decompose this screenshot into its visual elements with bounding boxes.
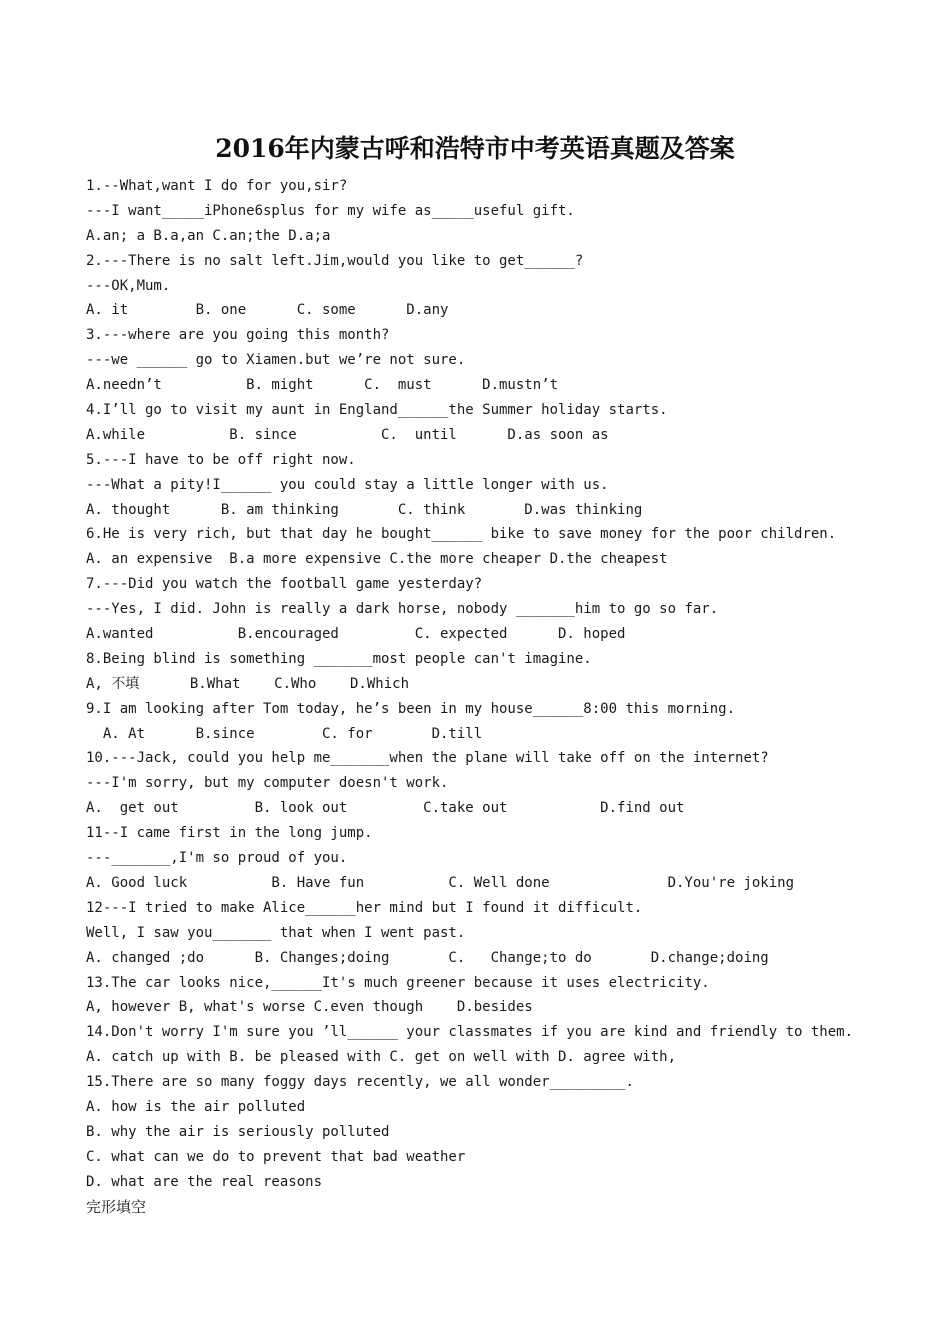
text-line: A. Good luck B. Have fun C. Well done D.You're joking <box>86 874 795 891</box>
text-line: B. why the air is seriously polluted <box>86 1123 390 1140</box>
text-line: 3.---where are you going this month? <box>86 327 390 344</box>
text-line: 10.---Jack, could you help me_______when the plane will take off on the internet? <box>86 750 769 767</box>
text-line: 4.I’ll go to visit my aunt in England______the Summer holiday starts. <box>86 402 668 419</box>
text-line: A. thought B. am thinking C. think D.was thinking <box>86 501 643 518</box>
text-line: A, 不填 B.What C.Who D.Which <box>86 675 410 692</box>
text-line: ---Yes, I did. John is really a dark horse, nobody _______him to go so far. <box>86 601 719 618</box>
text-line: ---_______,I'm so proud of you. <box>86 850 348 867</box>
question-list <box>86 174 926 1219</box>
text-line: ---I'm sorry, but my computer doesn't work. <box>86 775 449 792</box>
text-line: ---What a pity!I______ you could stay a little longer with us. <box>86 476 609 493</box>
text-line: 6.He is very rich, but that day he bought______ bike to save money for the poor children. <box>86 526 837 543</box>
document-title: 2016年内蒙古呼和浩特市中考英语真题及答案 <box>215 134 735 163</box>
text-line: 1.--What,want I do for you,sir? <box>86 178 348 194</box>
text-line: 14.Don't worry I'm sure you ’ll______ your classmates if you are kind and friendly to them. <box>86 1024 854 1041</box>
text-line: A.while B. since C. until D.as soon as <box>86 426 609 443</box>
text-line: 13.The car looks nice,______It's much greener because it uses electricity. <box>86 974 710 991</box>
text-line: A.wanted B.encouraged C. expected D. hoped <box>86 626 626 643</box>
text-line: A.an; a B.a,an C.an;the D.a;a <box>86 227 331 244</box>
text-line: A. At B.since C. for D.till <box>86 725 483 742</box>
text-line: 7.---Did you watch the football game yesterday? <box>86 576 483 593</box>
text-line: A. how is the air polluted <box>86 1098 306 1115</box>
text-line: ---I want_____iPhone6splus for my wife as_____useful gift. <box>86 202 575 219</box>
section-heading-cloze: 完形填空 <box>86 1197 147 1216</box>
text-line: D. what are the real reasons <box>86 1173 323 1190</box>
text-line: C. what can we do to prevent that bad weather <box>86 1148 466 1165</box>
text-line: A.needn’t B. might C. must D.mustn’t <box>86 377 559 394</box>
text-line: A, however B, what's worse C.even though D.besides <box>86 999 533 1016</box>
text-line: A. catch up with B. be pleased with C. get on well with D. agree with, <box>86 1049 677 1066</box>
text-line: A. changed ;do B. Changes;doing C. Change;to do D.change;doing <box>86 949 769 966</box>
text-line: 15.There are so many foggy days recently, we all wonder_________. <box>86 1074 634 1091</box>
text-line: A. get out B. look out C.take out D.find out <box>86 800 685 817</box>
text-line: 11--I came first in the long jump. <box>86 825 373 842</box>
text-line: A. it B. one C. some D.any <box>86 302 449 319</box>
text-line: A. an expensive B.a more expensive C.the more cheaper D.the cheapest <box>86 551 668 568</box>
text-line: Well, I saw you_______ that when I went past. <box>86 924 466 941</box>
text-line: ---we ______ go to Xiamen.but we’re not sure. <box>86 352 466 369</box>
text-line: 9.I am looking after Tom today, he’s been in my house______8:00 this morning. <box>86 700 736 717</box>
text-line: 2.---There is no salt left.Jim,would you like to get______? <box>86 252 584 269</box>
text-line: 12---I tried to make Alice______her mind but I found it difficult. <box>86 899 643 916</box>
text-line: ---OK,Mum. <box>86 277 171 294</box>
text-line: 8.Being blind is something _______most people can't imagine. <box>86 650 592 667</box>
text-line: 5.---I have to be off right now. <box>86 451 356 468</box>
